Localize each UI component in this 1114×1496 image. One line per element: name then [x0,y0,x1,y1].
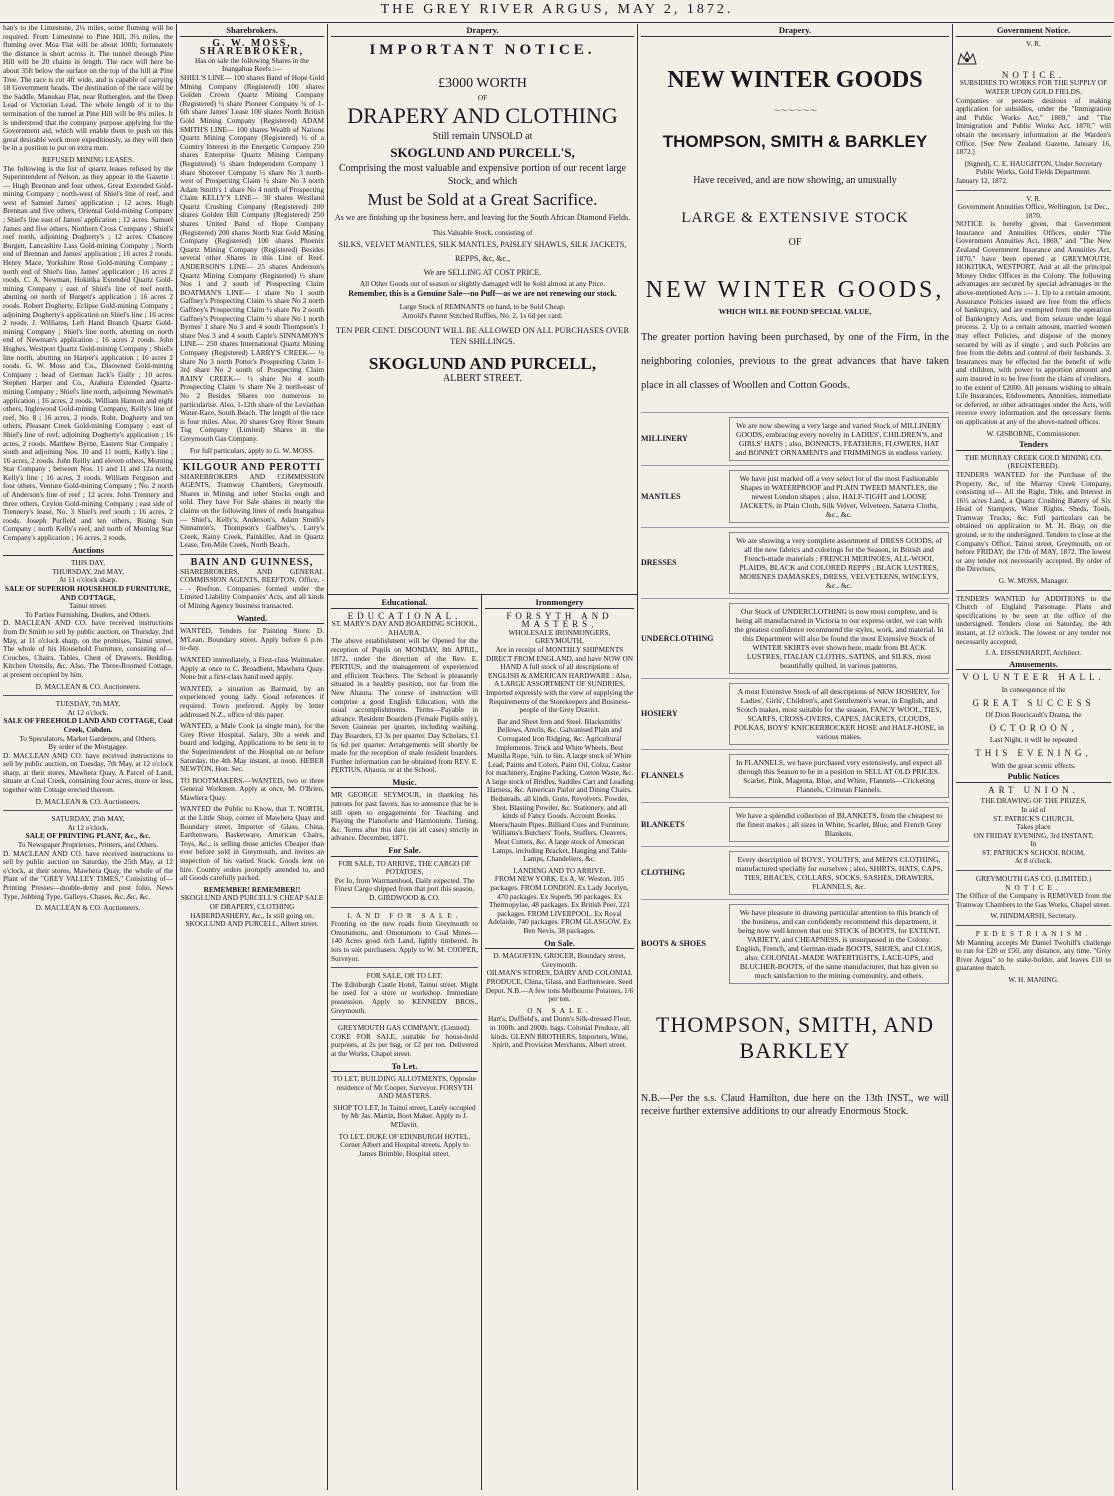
auction2-sign: D. MACLEAN & CO. Auctioneers. [35,796,141,806]
gas-co-title: GREYMOUTH GAS CO. (LIMITED.) [975,874,1092,884]
department-row [641,749,949,802]
department-label: MILLINERY [641,434,688,444]
forsyth-title: FORSYTH AND MASTERS, [506,610,613,630]
of-2: OF [788,237,802,249]
department-text: Our Stock of UNDERCLOTHING is now most complete, and is being all manufactured in Victoria to our express order, we can with the greatest confidence recommend the styles, work, and material. In this Department will also be found the most Extensive Stock of WINTER SKIRTS ever shown here, made from BLACK LUSTRES, ITALIAN CLOTHS, SATINS, and SILKS, most beautifully quilted, in various patterns. [729,603,949,674]
department-row [641,899,949,988]
hotel-sale-title: FOR SALE, OR TO LET. [366,971,443,981]
auction1-title: SALE OF SUPERIOR HOUSEHOLD FURNITURE, AND COTTAGE, [4,584,172,602]
gas-notice-text: The Office of the Company is REMOVED from the Tramway Chambers to the Gas Works, Chapel street. [956,891,1111,909]
annuities-text: NOTICE is hereby given, that Government Insurance and Annuities Offices, under "The Government Annuities Act, 1869," and "The New Zealand Government Insurance and Annuities Act, 1870," have been opened at GREYMOUTH, HOKITIKA, WESTPORT, And at all the principal Money Order Offices in the Colony. The following advantages are secured by special advantages in the above-mentioned Acts :— 1. Up to a certain amount, Assurance Policies issued are free from the effects of bankruptcy, and are exempted from the operation of Bankruptcy Acts, and from seizure under legal process. 2. Up to a certain amount, married women may effect Policies, and dispose of the money secured by will as if single ; and such Policies are free from the debts and control of their husbands. 3. Insurances may be effected for the benefit of wife and children, with power to apportion amount and sum insured in to be free from the claim of creditors, to the extent of £2000. All persons wishing to obtain Life Insurances, Endowments, Annuities, immediate or deferred, or other advantages under the Acts, will receive every information and the necessary forms on application at any of the above-named offices. [956,219,1111,426]
separator [3,695,173,696]
drama: Of Dion Boucicault's Drama, the [985,710,1082,720]
department-row [641,598,949,678]
wanted-ad-6: WANTED the Public to Know, that T. NORTH, at the Little Shop, corner of Mawhera Quay and Boundary street, Importer of Glass, China, Earthenware, Basketware, American Chairs, Toys, &c., is selling those articles Cheaper than ever before sold in Greymouth, and invites an inspection of his varied Stock. Goods lent on hire. Country orders promptly attended to, and all Goods carefully packed. [180,804,324,883]
department-text: We are showing a very complete assortment of DRESS GOODS, of all the new fabrics and colorings for the Season, in British and French-made materials : FRENCH MERINOES, ALL-WOOL PLAIDS, BLACK and COLORED REPPS ; BLACK LUSTRES, MORENES DAMASKES, DRESS, VELVETEENS, WINCEYS, &c., &c. [729,532,949,594]
landing-text: FROM NEW YORK. Ex A. W. Weston, 105 packages. FROM LONDON. Ex Lady Jocelyn, 470 packages. Ex Superb, 90 packages. Ex Thermopylae, 48 packages. Ex British Peer, 221 packages. FROM LIVERPOOL. Ex Royal Adelaide, 740 packages. FROM GLASGOW. Ex Ben Nevis, 38 packages. [487,874,632,935]
educational-title: EDUCATIONAL. [347,610,462,621]
forsyth-sub: WHOLESALE IRONMONGERS, GREYMOUTH, [508,627,611,646]
department-text: In FLANNELS, we have purchased very extensively, and expect all through this Season to be in a position to SELL AT OLD PRICES. Scarlet, Pink, Magenta, Blue, and White, Flannels—Cricketing Flannels, Crimean Flannels. [729,754,949,798]
auction2-time: At 12 o'clock. [67,707,109,717]
gas-sign: W. HINDMARSH, Secretary. [990,911,1077,921]
valuable-stock: This Valuable Stock, consisting of [432,228,533,238]
tenders-heading: Tenders [956,440,1111,451]
worth: £3000 WORTH [438,75,527,91]
school-text: The above establishment will be Opened for the reception of Pupils on MONDAY, 8th APRIL, 1872, under the direction of the Rev. E. PERTIUS, and the management of experienced and efficient Teachers. The School is pleasantly situated in a healthy position, not far from the New Ahaura. The course of instruction will comprise a good English Education, with the usual accomplishments. Terms—Payable in advance. Resident Boarders (Female Pupils only), Seven Guineas per quarter, including washing. Day Boarders, £3 3s per quarter. Day Scholars, £1 5s 6d per quarter. Arrangements will shortly be made for the reception of male resident boarders. Further information can be obtained from REV. E. PERTIUS, Ahaura, or at the School. [331,636,478,775]
new-winter-goods: NEW WINTER GOODS [667,66,923,93]
separator [956,870,1111,871]
department-text: Every description of BOYS', YOUTH'S, and MEN'S CLOTHING, manufactured specially for ourselves ; also, SHIRTS, HATS, CAPS, TIES, BRACES, COLLARS, SOCKS, SASHES, DRAWERS, FLANNELS, &c. [729,851,949,895]
department-label: DRESSES [641,558,677,568]
moss-title: G. W. MOSS, SHAREBROKER, [199,37,305,58]
department-label: FLANNELS [641,771,684,781]
land-title: LAND FOR SALE. [347,910,462,920]
refused-leases-text: The following is the list of quartz leases refused by the Superintendent of Nelson, as they appear in the Gazette :— Hugh Brennan and four others, Great Extended Gold-mining Company ; north-west of Shiel's line of reef, and west of Samuel James' application ; 12 acres. Hugh Brennan and five others, Oriental Gold-mining Company ; Shiel's line east of James' application ; 12 acres. Samuel James and five others, Northern Cross Company ; Shiel's reef north, adjoining Dogherty's ; 12 acres. Chancey Burgett, Lancashire Lass Gold-mining Company ; North end of Brennan and James' application ; 16 acres 2 roods. Henry Mace, Yorkshire Rose Gold-mining Company ; north end of Shiel's line, James' application ; 16 acres 2 roods. C. A. Newman, Hokitika Extended Quartz Gold-mining Company ; east of Shiel's line of reef north, abutting on north of Burgett's application ; 16 acres 2 roods. Robert Dogherty, Eclipse Gold-mining Company ; adjoining Dogherty's application on Shiel's line ; 16 acres 2 roods. J. Williams, Left Hand Branch Quartz Gold-mining Company ; Shiel's line north, abutting on north end of Newman's application ; 16 acres 2 roods. John Hughes, Westport Quartz Gold-mining Company ; Shiel's line north, abutting on Harper's application ; 16 acres 2 roods. G. W. Moss and Co., Disowned Gold-mining Company ; head of German Jack's Gully ; 10 acres. Stephen Harper and Co., Arahura Extended Quartz-mining Company ; Shiel's line north, adjoining Newman's application ; 16 acres, 2 roods. William Hannon and eight others, Inglewood Gold-mining Company, Kelly's line of reef, No. 8 ; 16 acres, 2 roods. Robt. Dogherty and ten others, Pleasant Creek Gold-mining Company ; east of Shiel's line of reef, adjoining Dogherty's application ; 16 acres, 2 roods. Matthew Byrne, Eastern Star Company ; south and adjoining Nos. 10 and 11 north, Kelly's line ; 16 acres, 2 roods. John Reilly and eleven others, Morning Star Company ; between Nos. 11 and 11 and 12a north, Kelly's line ; 16 acres, 2 roods. William Ferguson and four others, Venture Gold-mining Company ; No. 2 north of Anderson's line of reef ; 12 acres. John Trennery and three others, Ceylon Gold-mining Company ; east side of Trennery's lease, No. 3 Shiel's reef south ; 16 acres, 2 roods. Joseph Purfield and ten others, Rising Sun Company ; north Kelly's reef, and north of Morning Star Company's application ; 16 acres, 2 roods. [3,163,173,543]
separator [180,554,324,555]
auction2-to: To Speculators, Market Gardeners, and Others. [19,733,157,743]
department-label: UNDERCLOTHING [641,633,714,643]
gov-notice-heading: Government Notice. [956,26,1111,37]
skoglund-sign: SKOGLUND AND PURCELL, [368,353,597,373]
potatoes-title: FOR SALE, TO ARRIVE, THE CARGO OF POTATOES, [338,858,471,877]
department-row [641,802,949,846]
column-3-drapery [328,24,637,594]
separator [956,925,1111,926]
of: OF [477,92,488,102]
column-1 [0,24,176,1490]
department-text: We have pleasure in drawing particular attention to this branch of the business, and can confidently recommend this department, it being now well known that our STOCK of BOOTS, for EXTENT, VARIETY, and CHEAPNESS, is unsurpassed in the Colony. English, French, and German-made BOOTS, SHOES, and CLOGS, also, COLONIAL-MADE WATERTIGHTS, LACE-UPS, and BLUCHER-BOOTS, of the same manufacturer, that has given so much satisfaction to the mining community, and others. [729,904,949,984]
separator [956,190,1111,191]
department-label: BOOTS & SHOES [641,939,706,949]
ruffles: Arnold's Patent Stitched Ruffles, No. 2, 1s 6d per card. [402,310,563,320]
comprising: Comprising the most valuable and expensive portion of our recent large Stock, and which [339,163,626,188]
auction1-place: Tainui street. [69,601,107,611]
separator [331,1019,478,1020]
separator [956,590,1111,591]
auction3-to: To Newspaper Proprietors, Printers, and Others. [17,840,159,850]
subsidies-date: January 12, 1872. [956,175,1008,185]
educational-heading: Educational. [331,598,478,609]
this-evening: THIS EVENING, [975,747,1092,758]
column-6 [953,24,1114,1490]
church: ST. PATRICK'S CHURCH, [993,813,1074,823]
drapery-clothing: DRAPERY AND CLOTHING [347,103,618,129]
for-sale-heading: For Sale. [331,846,478,857]
sharebrokers-heading: Sharebrokers. [180,26,324,37]
ornament: ～～～～～～ [773,105,817,115]
on-sale-heading: On Sale. [485,939,634,950]
parsonage-sign: J. A. EISSENHARDT, Architect. [985,648,1082,658]
refused-leases-title: REFUSED MINING LEASES. [42,154,134,164]
auction3-date: SATURDAY, 25th MAY, [51,814,125,824]
remember-text: SKOGLUND AND PURCELL'S CHEAP SALE OF DRAPERY, CLOTHING HABERDASHERY, &c., Is still going on. SKOGLUND AND PURCELL, Albert street. [180,893,324,929]
in-aid: In aid of [1021,804,1046,814]
department-row [641,527,949,598]
important-notice: IMPORTANT NOTICE. [369,41,596,58]
auction1-sign: D. MACLEAN & CO. Auctioneers. [35,681,141,691]
notice-title: NOTICE. [1001,69,1066,80]
pedestrianism-text: Mr Manning accepts Mr Daniel Twohill's challenge to run for £20 or £50, any distance, any time. "Grey River Argus" to be stake-holder, and leaves £10 to guarantee match. [956,937,1111,973]
to-let-heading: To Let. [331,1062,478,1073]
wanted-ad-1: WANTED, Tenders for Painting Store. D. M'Lean, Boundary street. Apply before 6 p.m. to-day. [180,626,324,653]
ironmongery-heading: Ironmongery [485,598,634,609]
large-stock: LARGE & EXTENSIVE STOCK [681,210,909,227]
tsb-firm: THOMPSON, SMITH & BARKLEY [662,132,928,152]
auction1-text: D. MACLEAN AND CO. have received instructions from Dr Smith to sell by public auction, on Thursday, 2nd May, at 11 o'clock sharp, on the premises, Tainui street, The whole of his Household Furniture, consisting of— Couches, Chairs, Tables, Chest of Drawers, Bedding, Kitchen Utensils, &c. Also, The Three-Roomed Cottage, at present occupied by him. [3,618,173,679]
at-eight: At 8 o'clock. [1014,856,1053,866]
department-row [641,412,949,465]
to-let-1: TO LET, BUILDING ALLOTMENTS, Opposite residence of Mr Cooper, Surveyor. FORSYTH AND MASTERS. [332,1074,477,1101]
greater-portion: The greater portion having been purchased, by one of the Firm, in the neighboring colonies, previous to the great advances that have taken place in all classes of Woollen and Cotton Goods. [641,332,949,392]
column-3a [328,596,481,1490]
albert-street: ALBERT STREET. [442,372,523,384]
wanted-ad-3: WANTED, a situation as Barmaid, by an experienced young lady. Good references if required. Town preferred. Apply by letter addressed N.Z., office of this paper. [180,683,324,719]
school-name: ST. MARY'S DAY AND BOARDING SCHOOL, AHAURA. [331,619,478,637]
last-night: Last Night, it will be repeated [989,735,1078,745]
department-list [641,412,949,988]
kilgour-text: SHAREBROKERS AND COMMISSION AGENTS, Tramway Chambers, Greymouth. Shares in Mining and other Stocks ough and sold. They have For Sale shares in nearly the claims on the following lines of reefs Inangahua— Shiel's, Kelly's, Anderson's, Adam Smith's Sinnamon's, Thompson's Gaffney's, Larry's Creek, Rainy Creek, Painkiller, And in Quartz Lease, Ten-Mile Creek, North Beach. [180,471,324,550]
auction2-date: TUESDAY, 7th MAY, [55,699,121,709]
nb-notice: N.B.—Per the s.s. Claud Hamilton, due here on the 13th INST., we will receive further extensive additions to our already Enormous Stock. [641,1093,949,1118]
drapery-heading: Drapery. [331,26,634,37]
amusements-heading: Amusements. [956,660,1111,671]
wanted-ad-5: TO BOOTMAKERS.—WANTED, two or three General Workmen. Apply at once, M. O'Brien, Mawhera Quay. [180,775,324,802]
sacrifice: Must be Sold at a Great Sacrifice. [367,190,598,210]
department-text: We have a splendid collection of BLANKETS, from the cheapest to the finest makes ; all sizes in White, Scarlet, Blue, and French Grey Blankets. [729,807,949,842]
auction2-text: D. MACLEAN AND CO. have received instructions to sell by public auction, on Tuesday, 7th May, at 12 o'clock sharp, at their stores, Mawhera Quay, A Parcel of Land, situate at Coal Creek, containing four acres, more or less, together with Cottage erected thereon. [3,750,173,795]
subsidies-text: Companies or persons desirous of making application for subsidies, under the "Immigration and Public Works Act," 1869," and "The Immigration and Public Works Act, 1870," will obtain the necessary information at the Warden's Office. [See New Zealand Gazette, January 16, 1872.] [956,95,1111,157]
tsb-firm-2: THOMPSON, SMITH, AND BARKLEY [656,1012,934,1064]
new-winter-goods-2: NEW WINTER GOODS, [645,276,945,303]
bain-text: SHAREBROKERS, AND GENERAL COMMISSION AGENTS, REEFTON. Office, - - - Reefton. Companies formed under the Limited Liability Companies' Acts, and all kinds of Mining Agency business transacted. [180,566,324,610]
gas-company-title: GREYMOUTH GAS COMPANY, (Limited). [337,1023,472,1033]
in-word: In [1030,839,1037,849]
friday-evening: ON FRIDAY EVENING, 3rd INSTANT, [973,830,1094,840]
other-goods: All Other Goods out of season or slightly damaged will be Sold almost at any Price. [359,278,606,288]
annuities-sign: W. GISBORNE, Commissioner. [986,428,1081,438]
vr-2: V. R. [1026,193,1041,203]
grocer-text: OILMAN'S STORES, DAIRY AND COLONIAL PRODUCE, China, Glass, and Earthenware. Seed Depot. N.B.—A few tons Melbourne Potatoes, 1/6 per ton. [485,968,634,1004]
separator [331,967,478,968]
still-unsold: Still remain UNSOLD at [432,131,533,143]
pedestrianism-title: PEDESTRIANISM. [975,929,1092,939]
scenic-effects: With the great scenic effects. [991,760,1076,770]
special-value: WHICH WILL BE FOUND SPECIAL VALUE, [718,306,872,316]
mining-article: han's to the Limestone, 2¼ miles, some fluming will be required. From Limestone to Pine Hill, 3½ miles, the fluming over Moa Flat will be about 100ft; fortunately the distance is short across it. The tunnel through Pine Hill will be 20 chains in length. The race will here be about 35ft below the surface on the top of the hill at Pine Tree. The race is cut 4ft wide, and is capable of carrying 18 Government heads. The destination of the race will be the Saddle, Manukau Flat, near Rutherglen, and the Deep Lead or Victorian Lead. The whole length of it to the termination of the tunnel at Pine Hill will be 8¼ miles. It is understood that the company purpose applying for the Government aid, which will enable them to push on this great desirable work more expeditiously, as they will then be in a position to put on extra men. [3,24,173,153]
department-text: We have just marked off a very select lot of the most Fashionable Shapes in WATERPROOF and PLAIN TWEED MANTLES, the newest London shapes ; also, HALF-TIGHT and LOOSE JACKETS, in Plain Cloth, Silk Velvet, Velveteen, Satarra Cloths, &c., &c. [729,470,949,523]
finishing: As we are finishing up the business here, and leaving for the South African Diamond Fields. [334,213,631,223]
department-row [641,465,949,527]
department-text: A most Extensive Stock of all descriptions of NEW HOSIERY, for Ladies', Girls', Children's, and Gentlemen's wear, in English, and Scotch makes, most suitable for the season, FANCY WOOL, TIES, SCARFS, CROSS-OVERS, CAPES, JACKETS, CLOUDS, POLKAS, BOYS' KNICKERBOCKER HOSE and HALF-HOSE, in various makes. [729,683,949,745]
murray-title: THE MURRAY CREEK GOLD MINING CO. (REGISTERED). [964,452,1103,471]
wanted-ad-2: WANTED immediately, a First-class Waitmaker. Apply at once to C. Broadbent, Mawhera Quay. None but a first-class hand need apply. [180,654,324,682]
great-success: GREAT SUCCESS [972,697,1095,708]
potatoes-sign: D. GIRDWOOD & CO. [369,893,440,902]
separator [3,810,173,811]
consequence: In consequence of the [1001,684,1066,694]
department-label: CLOTHING [641,868,686,878]
to-let-3: TO LET, DUKE OF EDINBURGH HOTEL, Corner Albert and Hospital streets. Apply to James Brimble, Hospital street. [338,1131,471,1158]
column-5 [638,24,952,1490]
art-union: ART UNION. [988,784,1079,795]
subsidies-sign: (Signed), C. E. HAUGHTON, Under Secretary Public Works, Gold Fields Department. [964,158,1103,177]
discount: TEN PER CENT. DISCOUNT WILL BE ALLOWED ON ALL PURCHASES OVER TEN SHILLINGS. [335,324,630,346]
auctions-heading: Auctions [3,546,173,557]
gas-company-text: COKE FOR SALE, suitable for house-hold purposes, at 2s per bag, or £2 per ton. Delivered at the Works, Chapel street. [331,1031,478,1058]
annuities-office: Government Annuities Office, Wellington, 1st Dec., 1870. [957,202,1110,220]
music-heading: Music. [331,778,478,789]
murray-sign: G. W. MOSS, Manager. [998,576,1069,586]
forsyth-intro: Are in receipt of MONTHLY SHIPMENTS DIRECT FROM ENGLAND, and have NOW ON HAND A full stock of all descriptions of ENGLISH & AMERICAN HARDWARE : Also, A LARGE ASSORTMENT OF SUNDRIES, Imported expressly with the view of supplying the Requirements of the Storekeepers and Business-people of the Grey District. [485,644,634,715]
moss-intro: Has on sale the following Shares in the Inangahua Reefs :— [194,55,310,74]
have-received: Have received, and are now showing, an unusually [693,175,897,187]
masthead: THE GREY RIVER ARGUS, MAY 2, 1872. [380,2,734,17]
takes-place: Takes place [1016,822,1051,832]
department-row [641,678,949,749]
parsonage-text: TENDERS WANTED for ADDITIONS to the Church of England Parsonage. Plans and specifications to be seen at the office of the undersigned. Tenders close on Saturday, the 4th instant, at 12 o'clock. The lowest or any tender not necessarily accepted. [956,593,1111,646]
auction2-order: By order of the Mortgagee. [48,742,128,752]
auction1-time: At 11 o'clock sharp. [58,575,118,585]
wanted-heading: Wanted. [180,614,324,625]
potatoes-text: Per Io, from Warrnambool, Daily expected. The Finest Cargo shipped from that port this season. [334,875,475,894]
separator [331,907,478,908]
department-label: HOSIERY [641,709,678,719]
column-2 [177,24,327,1490]
moss-apply: For full particulars, apply to G. W. MOSS. [189,445,315,455]
skoglund-name: SKOGLUND AND PURCELL'S, [390,145,575,161]
auction3-text: D. MACLEAN AND CO. have received instructions to sell by public auction on Saturday, the 25th May, at 12 o'clock, at their stores, Mawhera Quay, the whole of the Plant of the "GREY VALLEY TIMES," Consisting of— Printing Presses—double-demy and post folio, News Type, Jobbing Type, Galleys, Chases, &c, &c, &c. [3,848,173,901]
subsidies-title: SUBSIDIES TO WORKS FOR THE SUPPLY OF WATER UPON GOLD FIELDS. [959,78,1108,96]
separator [180,459,324,460]
octoroon: OCTOROON, [989,722,1078,733]
to-let-2: SHOP TO LET, In Tainui street, Lately occupied by Mr Jas. Martin, Boot Maker. Apply to J. M'Davitt. [333,1102,476,1130]
royal-crest-icon [956,50,978,66]
auction3-sign: D. MACLEAN & CO. Auctioneers. [35,903,141,913]
on-sale-text: Hart's, Duffield's, and Dunn's Silk-dressed Flour, in 100lb. and 200lb. bags. Colonial Produce, all kinds. GLENN BROTHERS, Importers, Wine, Spirit, and Provision Merchants, Albert street. [488,1014,631,1050]
masthead-rule [0,22,1114,23]
gas-notice: NOTICE. [1005,882,1062,892]
cost-price: We are SELLING AT COST PRICE. [423,267,542,277]
column-4 [482,596,637,1490]
auction1-day: THIS DAY, [70,558,106,568]
school-room: ST. PATRICK'S SCHOOL ROOM, [981,847,1086,857]
auction3-time: At 12 o'clock. [67,822,109,832]
vr-1: V. R. [1026,38,1041,48]
wanted-ad-4: WANTED, a Male Cook (a single man), for the Grey River Hospital. Salary, 30s a week and board and lodging. Applications to be sent in to the Superintendent of the Hospital on or before Saturday, the 4th May instant, at noon. HEBER NEWTON, Hon. Sec. [180,721,324,774]
drapery2-heading: Drapery. [641,26,949,37]
auction3-title: SALE OF PRINTING PLANT, &c., &c. [25,831,151,841]
remember-title: REMEMBER! REMEMBER!! [203,884,301,894]
land-text: Fronting on the new roads from Greymouth to Omotumotu, and Omotumotu to Coal Mines—140 Acres good rich Land, lightly timbered. In lots to suit purchasers. Apply to W. M. COOPER, Surveyor. [331,919,478,963]
forsyth-items: Bar and Sheet Iron and Steel. Blacksmiths' Bellows, Anvils, &c. Galvanised Plain and Corrugated Iron Ridging, &c. Agricultural Implements. Truck and White Wheels. Best Manilla Rope, ¼in. to 6in. A large stock of White Lead, Paints and Colors, Paint Oil, Colza, Castor for machinery, Engine Packing, Cotton Waste, &c. A large stock of Bridles, Saddles Cart and Leading Harness, &c. American Parlor and Dining Chairs. Bedsteads, all kinds. Guns, Revolvers. Powder, Shot. Blasting Powder, &c. Stationery, and all kinds of Fancy Goods. Account Books. Meerschaum Pipes. Billiard Cues and Furniture. Williams's Butchers' Tools, Stuffers, Cleavers, Meat Cutters, &c. A large stock of American Lamps, including Bracket, Hanging and Table Lamps, Chandeliers, &c. [485,716,634,864]
landing-title: LANDING AND TO ARRIVE. [513,865,606,875]
kilgour-title: KILGOUR AND PEROTTI [182,462,322,474]
remnants: Large Stock of REMNANTS on hand, to be Sold Cheap. [399,302,566,312]
drawing: THE DRAWING OF THE PRIZES, [980,796,1087,806]
auction2-title: SALE OF FREEHOLD LAND AND COTTAGE, Coal Creek, Cobden. [3,716,173,734]
department-label: BLANKETS [641,819,685,829]
murray-text: TENDERS WANTED for the Purchase of the Property, &c, of the Murray Creek Company, consisting of— All the Right, Title, and Interest in 16½ acres Land, a Quartz Crushing Battery of Six Head of Stampers, Water Rights, Sheds, Tools, Tramway Trucks, &c. Full particulars can be obtained on application to M. H. Bray, on the ground, or to the undersigned. Tenders to close at the Company's Office, Tainui street, Greymouth, on or before FRIDAY, the 17th of MAY, 1872. The lowest or any tender not necessarily accepted. By order of the Directors, [956,469,1111,574]
volunteer-hall: VOLUNTEER HALL. [962,672,1105,683]
department-row [641,846,949,899]
hotel-sale-text: The Edinburgh Castle Hotel, Tainui street. Might be used for a store or workshop. Immediate possession. Apply to KENNEDY BROS., Greymouth. [331,979,478,1015]
music-text: MR GEORGE SEYMOUR, in thanking his patrons for past favors, has to announce that he is still open to engagements for Teaching and Playing the Pianoforte and Harmonium. Tuning, &c. Terms after this date (in all cases) strictly in advance. December, 1871. [331,790,478,843]
department-text: We are now showing a very large and varied Stock of MILLINERY GOODS, embracing every novelty in LADIES', CHILDREN'S, and GIRLS' HATS ; also, BONNETS, FEATHERS, FLOWERS, HAT and BONNET ORNAMENTS and TRIMMINGS in endless variety. [729,417,949,461]
moss-share-list: SHIEL'S LINE— 100 shares Band of Hope Gold Mining Company (Registered) 100 shares Golden Crown Quartz Mining Company (Registered) ½ share Pioneer Company ¼ of 1-6th share James' Lease 100 shares North British Gold Mining Company (Registered) ADAM SMITH'S LINE— 100 shares Wealth of Nations Quartz Mining Company (Registered) ½ of a Country Interest in the Energetic Company 250 shares Enterprise Quartz Mining Company (Registered) ½ share Independent Company 1 share Shotover Company ½ share No 3 north-west of Prospecting Claim ½ share No 3 north Adam Smith's 1 share No 4 north of Prospecting Claim KELLY'S LINE— 30 shares Westland Quartz Crushing Company (Registered) 200 shares Golden Hill Company (Registered) 250 shares United Band of Hope Company (Registered) 200 shares North Star Gold Mining Company (Registered) 100 shares Phoenix Quartz Mining Company (Registered) Besides several other Shares in this Line of Reef. ANDERSON'S LINE— 25 shares Anderson's Quartz Mining Company (Registered) ½ share Nos 1 and 2 south of Prospecting Claim BOATMAN'S LINE— 1 share No 1 south Gaffney's Prospecting Claim ½ share No 2 north Gaffney's Prospecting Claim ½ share No 2 south Gaffney's Prospecting Claim ½ share No 1 north Byrnes' 1 share No 3 and 4 south Thompson's 1 share Nos 3 and 4 south Caple's SINNAMON'S LINE— 250 shares International Quartz Mining Company (Registered) LARRY'S CREEK— ½ share No 3 north Potter's Prospecting Claim 1-3rd share No 2 south of Prospecting Claim RAINY CREEK— ½ share No 4 south Prospecting Claim ½ share No 2 north-east of No 2 Besides Shares too numerous to particularise. Also, 1-12th share of the Leviathan Water-Race, South Beach. The length of the race is four miles. Also, 20 shares Grey River Steam Tug Company (Limited) Shares in the Greymouth Gas Company. [180,72,324,443]
stock-list: SILKS, VELVET MANTLES, SILK MANTLES, PAISLEY SHAWLS, SILK JACKETS, REPPS, &c, &c., [338,239,627,263]
public-notices-heading: Public Notices [956,772,1111,783]
genuine-sale: Remember, this is a Genuine Sale—no Puff—as we are not renewing our stock. [348,289,617,299]
bain-title: BAIN AND GUINNESS, [190,557,314,569]
pedestrianism-sign: W. H. MANING. [1008,975,1059,984]
department-label: MANTLES [641,491,681,501]
auction1-to: To Parties Furnishing, Dealers, and Others. [25,609,151,619]
drapery-bottom-rule [328,594,637,595]
on-sale-title: ON SALE. [527,1005,592,1015]
auction1-date: THURSDAY, 2nd MAY, [52,566,124,576]
grocer-title: D. MAGOFFIN, GROCER, Boundary street, Greymouth. [493,951,626,969]
